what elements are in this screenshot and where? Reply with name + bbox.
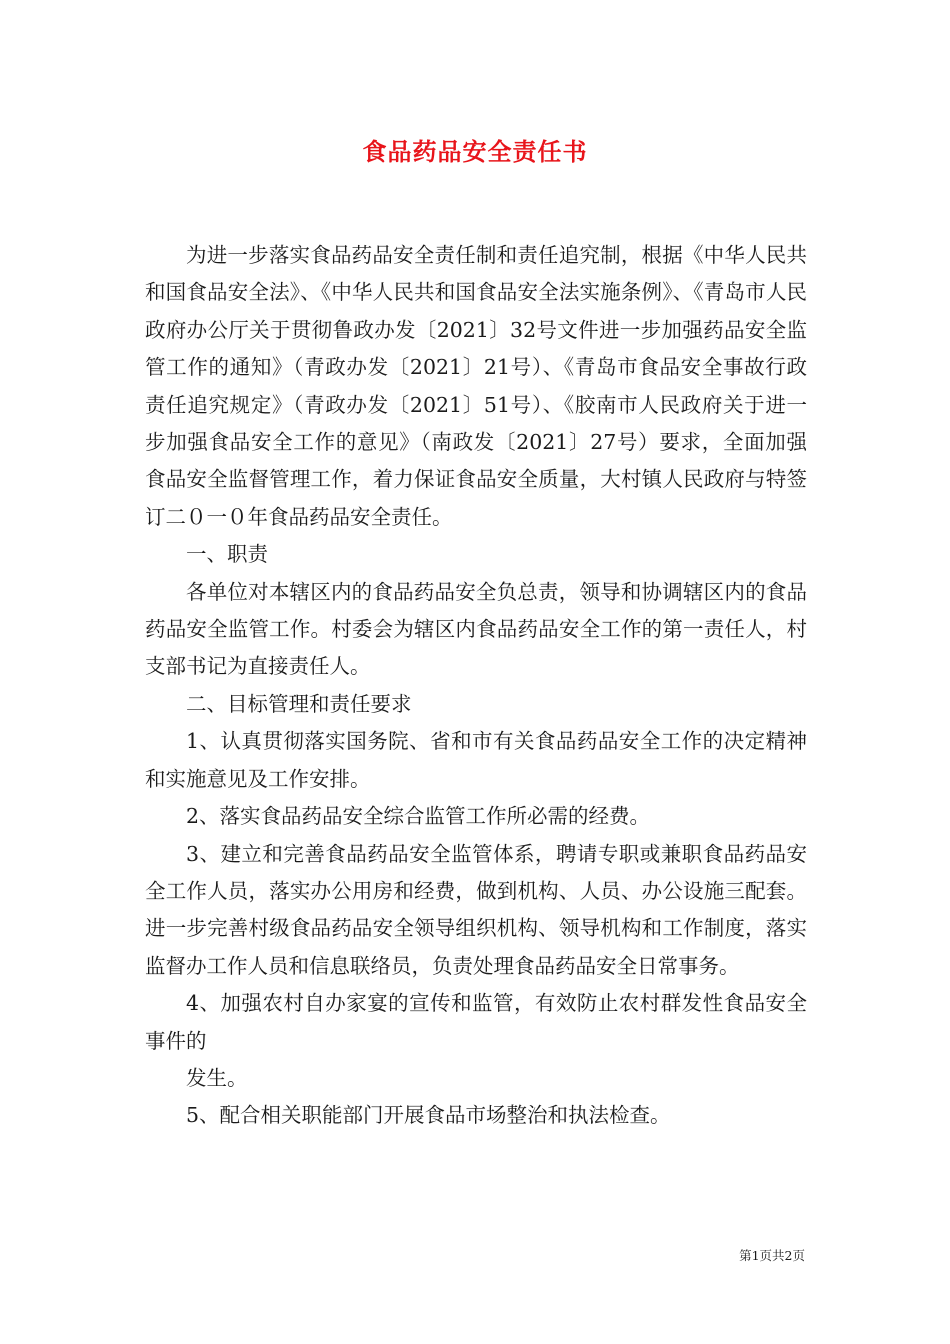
intro-paragraph: 为进一步落实食品药品安全责任制和责任追究制，根据《中华人民共和国食品安全法》、《中华人民共和国食品安全法实施条例》、《青岛市人民政府办公厅关于贯彻鲁政办发〔2021〕32号文件进一步加强药品安全监管工作的通知》（青政办发〔2021〕21号）、《青岛市食品安全事故行政责任追究规定》（青政办发〔2021〕51号）、《胶南市人民政府关于进一步加强食品安全工作的意见》（南政发〔2021〕27号）要求，全面加强食品安全监督管理工作，着力保证食品安全质量，大村镇人民政府与特签订二０一０年食品药品安全责任。	[145, 243, 807, 529]
section-heading-duties: 一、职责	[186, 542, 268, 567]
page-number: 第1页共2页	[739, 1248, 805, 1263]
requirement-item-1: 1、认真贯彻落实国务院、省和市有关食品药品安全工作的决定精神和实施意见及工作安排。	[145, 729, 807, 791]
section-heading-goals: 二、目标管理和责任要求	[186, 691, 412, 716]
requirement-item-3: 3、建立和完善食品药品安全监管体系，聘请专职或兼职食品药品安全工作人员，落实办公用房和经费，做到机构、人员、办公设施三配套。进一步完善村级食品药品安全领导组织机构、领导机构和工作制度，落实监督办工作人员和信息联络员，负责处理食品药品安全日常事务。	[145, 841, 807, 978]
requirement-item-5: 5、配合相关职能部门开展食品市场整治和执法检查。	[186, 1103, 671, 1128]
requirement-item-4-continued: 发生。	[186, 1065, 248, 1090]
requirement-item-4: 4、加强农村自办家宴的宣传和监管，有效防止农村群发性食品安全事件的	[145, 991, 807, 1053]
document-body	[145, 237, 807, 1135]
duties-paragraph: 各单位对本辖区内的食品药品安全负总责，领导和协调辖区内的食品药品安全监管工作。村委会为辖区内食品药品安全工作的第一责任人，村支部书记为直接责任人。	[145, 579, 807, 679]
requirement-item-2: 2、落实食品药品安全综合监管工作所必需的经费。	[186, 804, 651, 829]
document-title: 食品药品安全责任书	[362, 137, 588, 166]
